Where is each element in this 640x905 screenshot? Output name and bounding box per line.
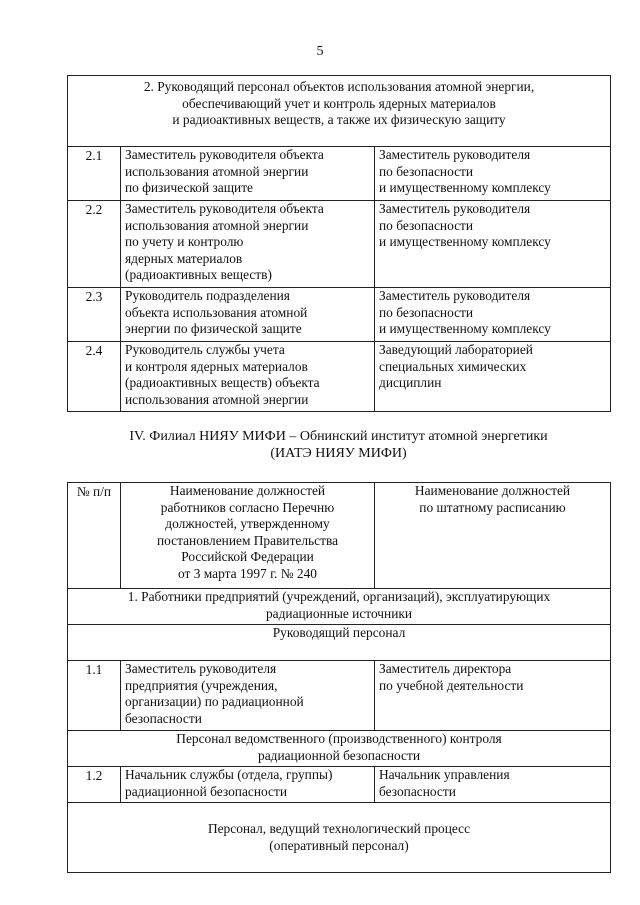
- section-2-header: 2. Руководящий персонал объектов использования атомной энергии, обеспечивающий учет и контроль ядерных материалов и радиоактивных веществ, а также их физическую защиту: [68, 76, 611, 147]
- group-control-header: Персонал ведомственного (производственного) контроля радиационной безопасности: [68, 731, 611, 767]
- group-operational-header: Персонал, ведущий технологический процесс (оперативный персонал): [68, 803, 611, 873]
- row-number: 1.2: [68, 767, 121, 803]
- positions-table-section-2: [67, 75, 611, 412]
- row-number: 2.4: [68, 342, 121, 412]
- staff-position-name: Заместитель руководителя по безопасности и имущественному комплексу: [375, 288, 611, 342]
- staff-position-name: Заместитель директора по учебной деятельности: [375, 661, 611, 731]
- header-number: № п/п: [68, 483, 121, 589]
- staff-position-name: Заместитель руководителя по безопасности и имущественному комплексу: [375, 201, 611, 288]
- staff-position-name: Заместитель руководителя по безопасности и имущественному комплексу: [375, 147, 611, 201]
- page-number: 5: [316, 44, 324, 59]
- position-name: Руководитель службы учета и контроля ядерных материалов (радиоактивных веществ) объекта использования атомной энергии: [121, 342, 375, 412]
- position-name: Руководитель подразделения объекта использования атомной энергии по физической защите: [121, 288, 375, 342]
- position-name: Заместитель руководителя объекта использования атомной энергии по физической защите: [121, 147, 375, 201]
- category-1-header: 1. Работники предприятий (учреждений, организаций), эксплуатирующих радиационные источники: [68, 589, 611, 625]
- table-row: [68, 661, 611, 731]
- position-name: Заместитель руководителя предприятия (учреждения, организации) по радиационной безопасности: [121, 661, 375, 731]
- table-row: [68, 288, 611, 342]
- staff-position-name: Заведующий лабораторией специальных химических дисциплин: [375, 342, 611, 412]
- positions-table-section-iv: [67, 482, 611, 873]
- table-row: [68, 201, 611, 288]
- header-staff-positions: Наименование должностей по штатному расписанию: [375, 483, 611, 589]
- row-number: 1.1: [68, 661, 121, 731]
- section-iv-title: IV. Филиал НИЯУ МИФИ – Обнинский институт атомной энергетики (ИАТЭ НИЯУ МИФИ): [129, 429, 548, 461]
- row-number: 2.2: [68, 201, 121, 288]
- table-row: [68, 342, 611, 412]
- table-row: [68, 767, 611, 803]
- row-number: 2.3: [68, 288, 121, 342]
- group-management-header: Руководящий персонал: [68, 625, 611, 661]
- staff-position-name: Начальник управления безопасности: [375, 767, 611, 803]
- row-number: 2.1: [68, 147, 121, 201]
- position-name: Заместитель руководителя объекта использования атомной энергии по учету и контролю ядерных материалов (радиоактивных веществ): [121, 201, 375, 288]
- position-name: Начальник службы (отдела, группы) радиационной безопасности: [121, 767, 375, 803]
- table-header-row: [68, 483, 611, 589]
- table-row: [68, 147, 611, 201]
- header-position-list: Наименование должностей работников согласно Перечню должностей, утвержденному постановлением Правительства Российской Федерации от 3 марта 1997 г. № 240: [121, 483, 375, 589]
